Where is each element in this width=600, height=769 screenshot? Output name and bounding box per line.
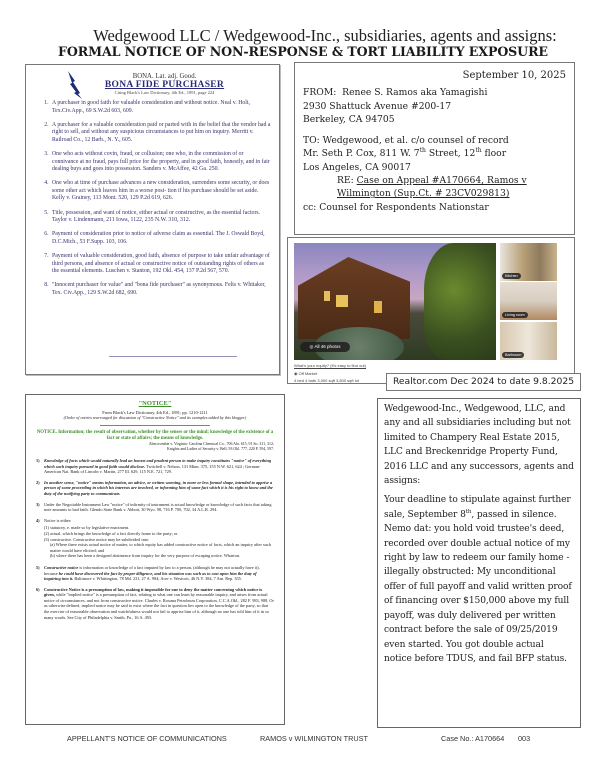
letter-date: September 10, 2025 bbox=[462, 70, 566, 81]
notice-sub-item: (1) statutory, e. made so by legislative enactment. bbox=[44, 525, 130, 531]
listing-specs: 4 bed 4 bath 3,000 sqft 3,800 sqft lot bbox=[294, 378, 359, 383]
bona-subtitle: BONA. Lat. adj. Good. bbox=[132, 73, 197, 80]
notice-sub-item: (b) where there has been a designed abstinence from inquiry for the very purpose of escaping notice. Wharton. bbox=[50, 553, 240, 559]
header-recipients: Wedgewood LLC / Wedgewood-Inc., subsidiaries, agents and assigns: bbox=[93, 26, 557, 45]
list-item: 5. Title, possession, and want of notice, either actual or constructive, as the essential factors. Taylor v. Lindenmann, 211 Iowa, 1122, 235 N.W. 310, 312. bbox=[50, 210, 271, 225]
listing-status: ◉ Off Market bbox=[294, 371, 318, 376]
bona-definitions-list bbox=[36, 100, 271, 297]
notice-source-note: (Order of entries rearranged for discussion of "Constructive Notice" and its examples added by this blogger) bbox=[63, 415, 247, 420]
to-address-1: Mr. Seth P. Cox, 811 W. 7th Street, 12th floor bbox=[303, 147, 507, 160]
page-title: FORMAL NOTICE OF NON-RESPONSE & TORT LIABILITY EXPOSURE bbox=[58, 44, 548, 59]
list-item: 1. A purchaser in good faith for valuable consideration and without notice. Neal v. Holt, Tex.Civ.App., 69 S.W.2d 603, 609. bbox=[50, 100, 271, 115]
list-item: 3. One who acts without covin, fraud, or collusion; one who, in the commission of or connivance at no fraud, pays full price for the property, and in good faith, honestly, and in fair dealing buys and goes into possession. Sanders v. McAffee, 42 Ga. 250. bbox=[50, 151, 271, 174]
notice-sub-item: (3) constructive. Constructive notice may be subdivided into: bbox=[44, 536, 150, 542]
to-line: TO: Wedgewood, et al. c/o counsel of record bbox=[303, 135, 509, 147]
quill-pen-icon bbox=[66, 71, 82, 99]
list-item: 8. "Innocent purchaser for value" and "bona fide purchaser" as synonymous. Felts v. Whitaker, Tex. Civ.App., 129 S.W.2d 682, 690. bbox=[50, 282, 271, 297]
realtor-listing-screenshot bbox=[287, 237, 575, 384]
bona-title: BONA FIDE PURCHASER bbox=[104, 80, 225, 90]
notice-sub-item: (2) actual, which brings the knowledge of a fact directly home to the party; or bbox=[44, 530, 178, 536]
addressee-paragraph: Wedgewood-Inc., Wedgewood, LLC, and any and all subsidiaries including but not limited to Champery Real Estate 2015, LLC and Breckenridge Property Fund, 2016 LLC and any successors, agents and assigns: bbox=[384, 404, 574, 487]
notice-title: "NOTICE" bbox=[138, 400, 172, 407]
from-line: FROM: Renee S. Ramos aka Yamagishi bbox=[303, 87, 488, 99]
from-address-2: Berkeley, CA 94705 bbox=[303, 113, 395, 125]
cc-line: cc: Counsel for Respondents Nationstar bbox=[303, 201, 489, 213]
thumbnail-living-room[interactable]: Living room bbox=[500, 282, 557, 320]
notice-item: 4) Notice is either: bbox=[36, 517, 72, 523]
notice-item: 6) Constructive Notice is a presumption of law, making it impossible for one to deny the matter concerning which notice is given, while "implied notice" is a presumption of fact, relating to what one can learn by reasonable inquiry, and arises from actual notice of circumstances, and not from constructive notice. Charles v. Roxana Petroleum Corporation, C.C.A.Okl., 282 F. 983, 988. Or as otherwise defined, implied notice may be said to exist where the fact in question lies open to the knowledge of the party, so that the exercise of reasonable observation and watchfulness would not fail to apprise him of it, although no one has told him of it in so many words. See City of Philadelphia v. Smith, Pa., 16 A. 493. bbox=[36, 586, 274, 620]
list-item: 7. Payment of valuable consideration, good faith, absence of purpose to take unfair advantage of third persons, and absence of actual or constructive notice of outstanding rights of others as the essential elements. Luschen v. Stanton, 192 Okl. 454, 137 P.2d 567, 570. bbox=[50, 253, 271, 276]
notice-item: 1) Knowledge of facts which would naturally lead an honest and prudent person to make inquiry constitutes "notice" of everything which such inquiry pursued in good faith would disclose. Twitchell v. Nelson, 131 Minn. 375, 155 N.W. 621, 624 ; German-American Nat. Bank of Lincoln v. Martin, 277 Ill. 629, 115 N.E. 721, 729. bbox=[36, 458, 272, 475]
tree-image bbox=[424, 243, 496, 360]
list-item: 6. Payment of consideration prior to notice of adverse claim as essential. The J. Oswald Boyd, D.C.Mich., 53 F.Supp. 103, 106. bbox=[50, 231, 271, 246]
re-line: RE: Case on Appeal #A170664, Ramos v bbox=[337, 175, 527, 187]
thumbnail-kitchen[interactable]: Kitchen bbox=[500, 243, 557, 281]
thumbnail-bathroom[interactable]: Bathroom bbox=[500, 322, 557, 360]
list-item: 4. One who at time of purchase advances a new consideration, surrenders some security, or does some other act which leaves him in a worse posi- tion if his purchase should be set aside. Kelly v. Grainey, 113 Mont. 520, 129 P.2d 619, 626. bbox=[50, 180, 271, 203]
notice-item: 2) In another sense, "notice" means information, an advice, or written warning, in more or less formal shape, intended to apprise a person of some proceeding in which his interests are involved, or informing him of some fact which it is his right to know and the duty of the notifying party to communicate. bbox=[36, 479, 273, 496]
all-photos-button[interactable]: ◎ All 46 photos bbox=[300, 342, 350, 352]
footer-document-title: APPELLANT'S NOTICE OF COMMUNICATIONS bbox=[67, 734, 227, 743]
letter-address-block bbox=[294, 62, 575, 235]
from-address-1: 2930 Shattuck Avenue #200-17 bbox=[303, 100, 452, 112]
divider bbox=[109, 356, 237, 357]
notice-item: 5) Constructive notice is information or knowledge of a fact imputed by law to a person, (although he may not actually have it), because he could have discovered the fact by proper diligence, and his situation was such as to cast upon him the duty of inquiring into it. Baltimore v. Whittington, 78 Md. 231, 27 A. 984; Acer v. Westcott, 46 N.Y. 384, 7 Am. Rep. 355. bbox=[36, 564, 260, 582]
re-line-2: Wilmington (Sup.Ct. # 23CV029813) bbox=[337, 188, 510, 200]
footer-case-number: Case No.: A170664 bbox=[441, 734, 505, 743]
bona-citation: Citing Black's Law Dictionary, 4th Ed., 1891, page 224 bbox=[114, 90, 215, 95]
notice-definition-panel bbox=[25, 394, 285, 725]
footer-case-name: RAMOS v WILMINGTON TRUST bbox=[260, 734, 368, 743]
house-photo bbox=[294, 243, 496, 360]
notice-sub-item: (a) Where there exists actual notice of matter, to which equity has added constructive notice of facts, which an inquiry after such matter would have elicited; and bbox=[50, 542, 271, 553]
notice-source: From Black's Law Dictionary, 4th Ed., 1891; pp. 1210-1211 bbox=[102, 410, 208, 415]
notice-def-citation: Abercrombie v. Virginia- Carolina Chemical Co., 706 Ala. 615, 91 So. 311, 312; Knights and Ladies of Security v. Bell, 93 Okl. 777, 220 P. 594, 597. bbox=[148, 442, 274, 451]
list-item: 2. A purchaser for a valuable consideration paid or parted with in the belief that the vendor had a right to sell, and without any suspicious circumstances to put him on inquiry. Merritt v. Railroad Co., 12 Barb., N. Y., 605. bbox=[50, 122, 271, 145]
equity-link[interactable]: What's your equity? (It's easy to find out) bbox=[294, 363, 367, 368]
camera-icon: ◎ bbox=[309, 344, 315, 349]
to-address-2: Los Angeles, CA 90017 bbox=[303, 161, 411, 173]
notice-item: 3) Under the Negotiable Instrument Law "notice" of infirmity of instrument is actual knowledge or knowledge of such facts that taking note amounts to bad faith. Glendo State Bank v. Abbott, 30 Wyo. 98, 716 P. 700, 702, 34 A.L.R. 294. bbox=[36, 501, 272, 513]
notice-definition: NOTICE. Information; the result of observation, whether by the senses or the mind; knowledge of the existence of a fact or state of affairs; the means of knowledge. bbox=[36, 430, 274, 441]
demand-notice-text bbox=[377, 398, 581, 728]
footer-page-number: 003 bbox=[518, 734, 531, 743]
divider bbox=[100, 425, 210, 426]
listing-caption: Realtor.com Dec 2024 to date 9.8.2025 bbox=[386, 373, 581, 391]
bona-fide-purchaser-panel bbox=[25, 64, 280, 375]
status-dot-icon: ◉ bbox=[294, 371, 299, 376]
deadline-paragraph: Your deadline to stipulate against further sale, September 8th, passed in silence. Nemo dat: you hold void trustee's deed, recorded over double actual notice of my right by law to redeem our family home - illegally obstructed: My unconditional offer of full payoff and valid written proof of financing over $150,000 above my full payoff, was duly delivered per written contract before the sale of 09/25/2019 even started. You got double actual notice before TDUS, and fail BFP status. bbox=[384, 495, 572, 664]
